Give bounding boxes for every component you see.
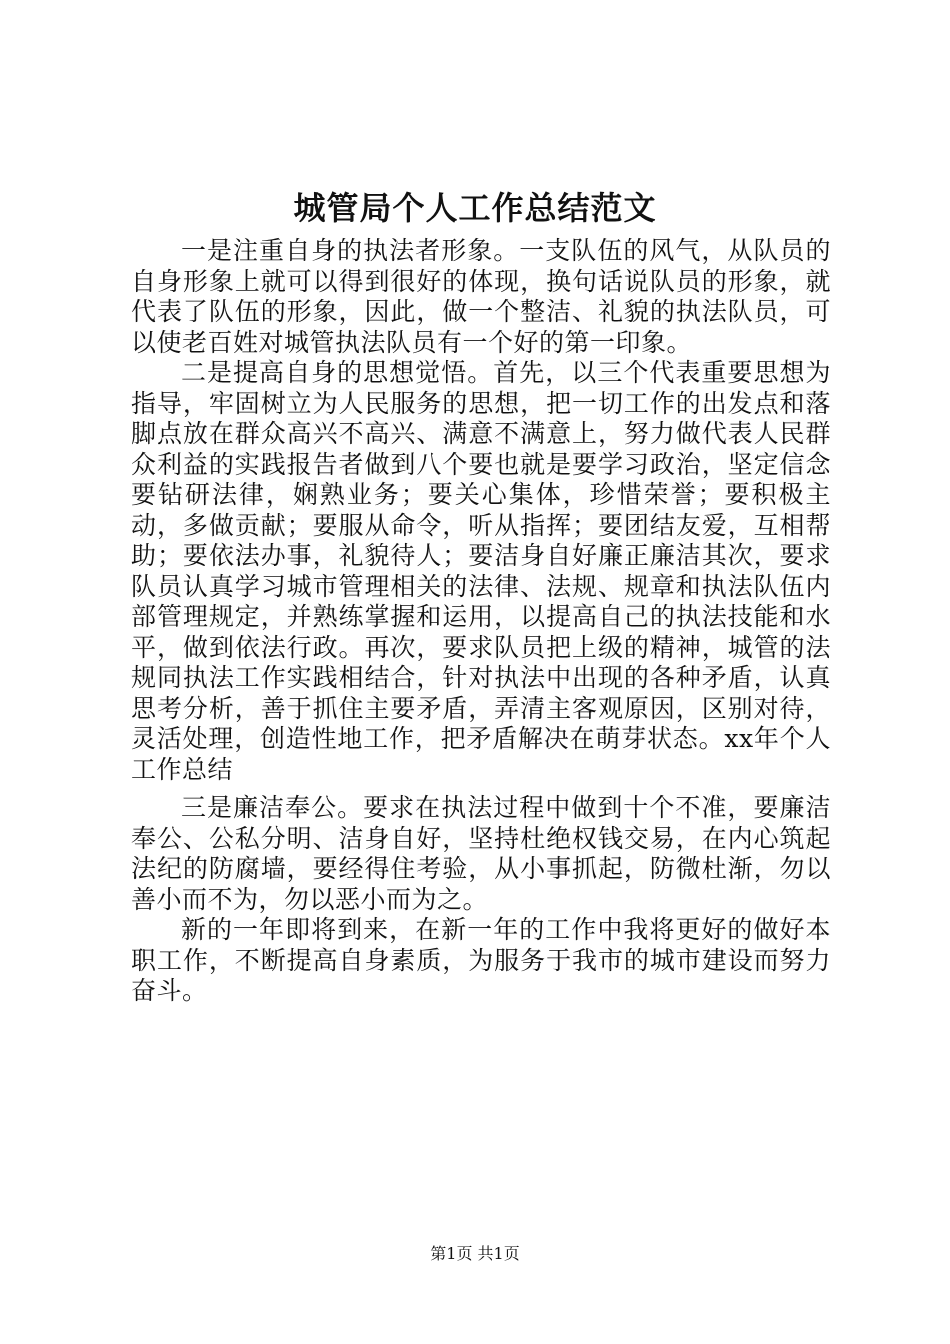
paragraph-1: 一是注重自身的执法者形象。一支队伍的风气，从队员的自身形象上就可以得到很好的体现，换句话说队员的形象，就代表了队伍的形象，因此，做一个整洁、礼貌的执法队员，可以使老百姓对城管执法队员有一个好的第一印象。 — [131, 236, 831, 357]
paragraph-3: 三是廉洁奉公。要求在执法过程中做到十个不准，要廉洁奉公、公私分明、洁身自好，坚持杜绝权钱交易，在内心筑起法纪的防腐墙，要经得住考验，从小事抓起，防微杜渐，勿以善小而不为，勿以恶小而为之。 — [131, 793, 831, 914]
document-body — [131, 236, 831, 1007]
paragraph-2: 二是提高自身的思想觉悟。首先，以三个代表重要思想为指导，牢固树立为人民服务的思想，把一切工作的出发点和落脚点放在群众高兴不高兴、满意不满意上，努力做代表人民群众利益的实践报告者做到八个要也就是要学习政治，坚定信念要钻研法律，娴熟业务；要关心集体，珍惜荣誉；要积极主动，多做贡献；要服从命令，听从指挥；要团结友爱，互相帮助；要依法办事，礼貌待人；要洁身自好廉正廉洁其次，要求队员认真学习城市管理相关的法律、法规、规章和执法队伍内部管理规定，并熟练掌握和运用，以提高自己的执法技能和水平，做到依法行政。再次，要求队员把上级的精神，城管的法规同执法工作实践相结合，针对执法中出现的各种矛盾，认真思考分析，善于抓住主要矛盾，弄清主客观原因，区别对待，灵活处理，创造性地工作，把矛盾解决在萌芽状态。xx年个人工作总结 — [131, 358, 831, 784]
paragraph-4: 新的一年即将到来，在新一年的工作中我将更好的做好本职工作，不断提高自身素质，为服务于我市的城市建设而努力奋斗。 — [131, 915, 831, 1005]
document-title: 城管局个人工作总结范文 — [293, 189, 657, 227]
page-footer: 第1页 共1页 — [430, 1244, 520, 1263]
